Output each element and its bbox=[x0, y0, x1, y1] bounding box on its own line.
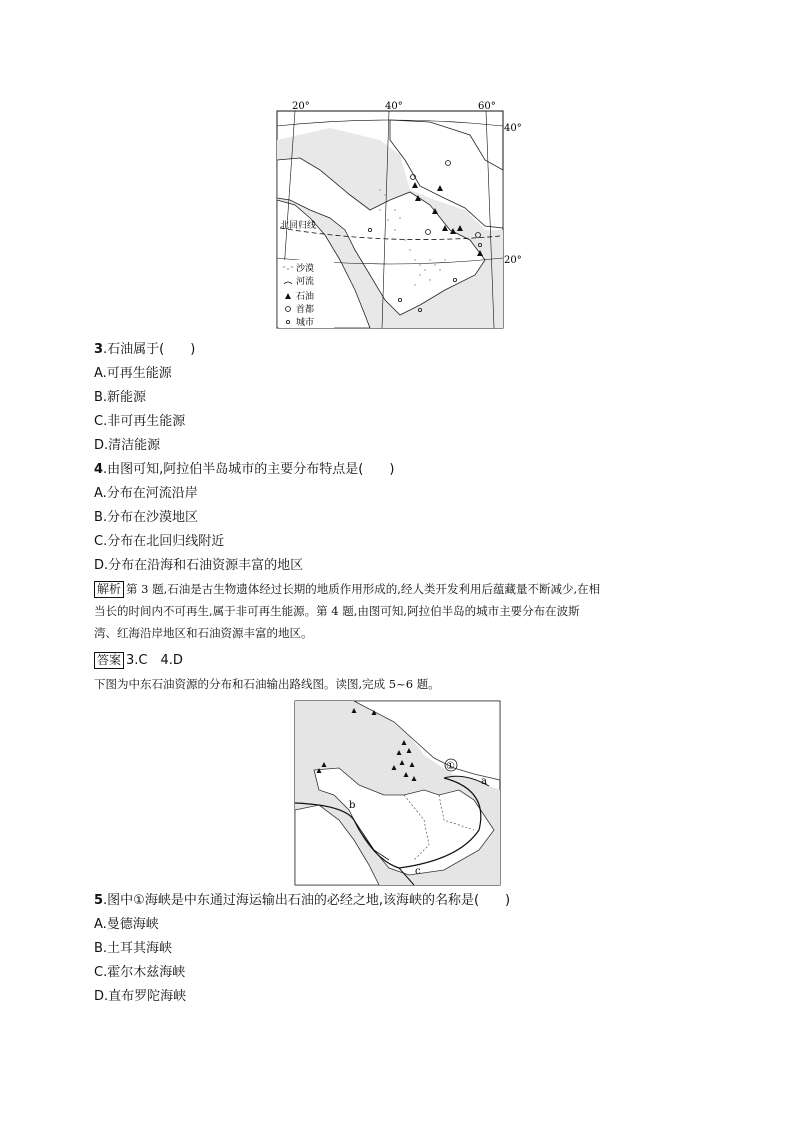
option: C.分布在北回归线附近 bbox=[94, 534, 225, 549]
legend-label: 首都 bbox=[296, 305, 315, 315]
label-circle-1: ① bbox=[446, 761, 455, 772]
label-a: a bbox=[481, 776, 487, 787]
lat-label-20: 20° bbox=[504, 255, 522, 266]
tropic-label: 北回归线 bbox=[280, 221, 317, 231]
question-5: 5.图中①海峡是中东通过海运输出石油的必经之地,该海峡的名称是( ) bbox=[94, 893, 511, 908]
intro-text: 下图为中东石油资源的分布和石油输出路线图。读图,完成 5~6 题。 bbox=[94, 677, 440, 691]
middle-east-map-1 bbox=[270, 100, 530, 332]
legend-label: 沙漠 bbox=[296, 264, 315, 274]
option: B.新能源 bbox=[94, 390, 147, 405]
label-c: c bbox=[415, 866, 421, 877]
answer-tag: 答案 bbox=[94, 652, 124, 669]
legend-label: 石油 bbox=[296, 292, 315, 302]
lon-label-60: 60° bbox=[478, 101, 496, 112]
legend-label: 河流 bbox=[296, 277, 315, 287]
legend-label: 城市 bbox=[296, 318, 315, 328]
option: A.曼德海峡 bbox=[94, 917, 159, 932]
question-3: 3.石油属于( ) bbox=[94, 342, 196, 357]
answer: 答案 3.C 4.D bbox=[94, 652, 183, 669]
explanation-tag: 解析 bbox=[94, 581, 124, 598]
label-b: b bbox=[349, 800, 356, 811]
option: D.直布罗陀海峡 bbox=[94, 989, 187, 1004]
explanation: 解析 第 3 题,石油是古生物遗体经过长期的地质作用形成的,经人类开发利用后蕴藏量不断减少,在相 当长的时间内不可再生,属于非可再生能源。第 4 题,由图可知,阿拉伯半岛的城市主要分布在波斯 湾、红海沿岸地区和石油资源丰富的地区。 bbox=[94, 582, 601, 640]
option: B.土耳其海峡 bbox=[94, 941, 173, 956]
option: C.霍尔木兹海峡 bbox=[94, 965, 186, 980]
lat-label-40: 40° bbox=[504, 123, 522, 134]
lon-label-40: 40° bbox=[385, 101, 403, 112]
option: C.非可再生能源 bbox=[94, 414, 186, 429]
oil-export-map bbox=[294, 700, 501, 886]
option: D.清洁能源 bbox=[94, 438, 161, 453]
option: B.分布在沙漠地区 bbox=[94, 510, 199, 525]
question-4: 4.由图可知,阿拉伯半岛城市的主要分布特点是( ) bbox=[94, 462, 395, 477]
option: A.分布在河流沿岸 bbox=[94, 486, 198, 501]
option: D.分布在沿海和石油资源丰富的地区 bbox=[94, 558, 304, 573]
option: A.可再生能源 bbox=[94, 366, 172, 381]
lon-label-20: 20° bbox=[292, 101, 310, 112]
